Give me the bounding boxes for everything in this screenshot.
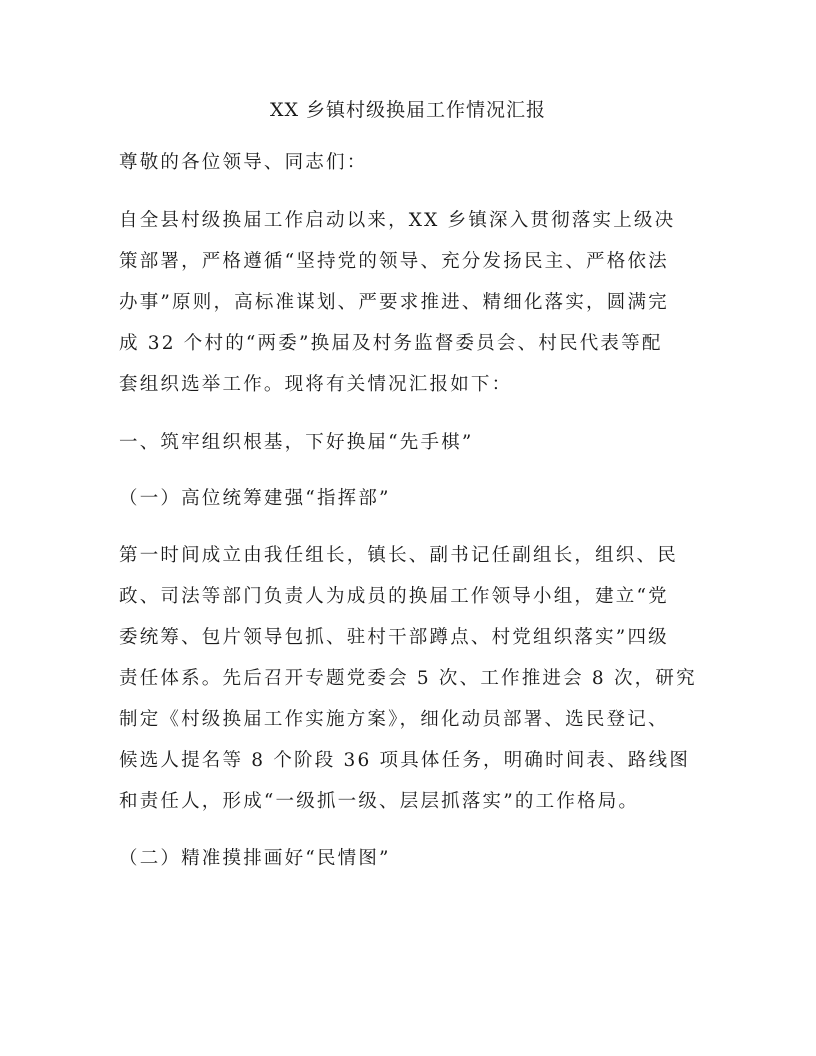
paragraph-line: 候选人提名等 8 个阶段 36 项具体任务，明确时间表、路线图	[119, 750, 691, 771]
paragraph-line: 责任体系。先后召开专题党委会 5 次、工作推进会 8 次，研究	[119, 668, 697, 689]
subsection-heading	[119, 478, 699, 519]
paragraph-line: 第一时间成立由我任组长，镇长、副书记任副组长，组织、民	[119, 545, 678, 566]
paragraph-line: 策部署，严格遵循“坚持党的领导、充分发扬民主、严格依法	[119, 251, 669, 272]
greeting	[119, 142, 699, 183]
section-heading-text: 一、筑牢组织根基，下好换届“先手棋”	[119, 432, 474, 453]
paragraph-line: 成 32 个村的“两委”换届及村务监督委员会、村民代表等配	[119, 333, 663, 354]
section-heading	[119, 422, 699, 463]
subsection-heading-text: （二）精准摸排画好“民情图”	[119, 848, 391, 869]
intro-paragraph	[119, 200, 699, 405]
paragraph-line: 制定《村级换届工作实施方案》，细化动员部署、选民登记、	[119, 709, 669, 730]
paragraph-line: 政、司法等部门负责人为成员的换届工作领导小组，建立“党	[119, 586, 669, 607]
paragraph-line: 套组织选举工作。现将有关情况汇报如下：	[119, 374, 513, 395]
subsection-heading	[119, 838, 699, 879]
paragraph-line: 和责任人，形成“一级抓一级、层层抓落实”的工作格局。	[119, 791, 640, 812]
body-paragraph	[119, 535, 699, 822]
subsection-heading-text: （一）高位统筹建强“指挥部”	[119, 488, 391, 509]
document-title: XX 乡镇村级换届工作情况汇报	[269, 99, 547, 121]
paragraph-line: 委统筹、包片领导包抓、驻村干部蹲点、村党组织落实”四级	[119, 627, 669, 648]
paragraph-line: 办事”原则，高标准谋划、严要求推进、精细化落实，圆满完	[119, 292, 669, 313]
paragraph-line: 自全县村级换届工作启动以来，XX 乡镇深入贯彻落实上级决	[119, 210, 676, 231]
greeting-line: 尊敬的各位领导、同志们：	[119, 152, 368, 173]
